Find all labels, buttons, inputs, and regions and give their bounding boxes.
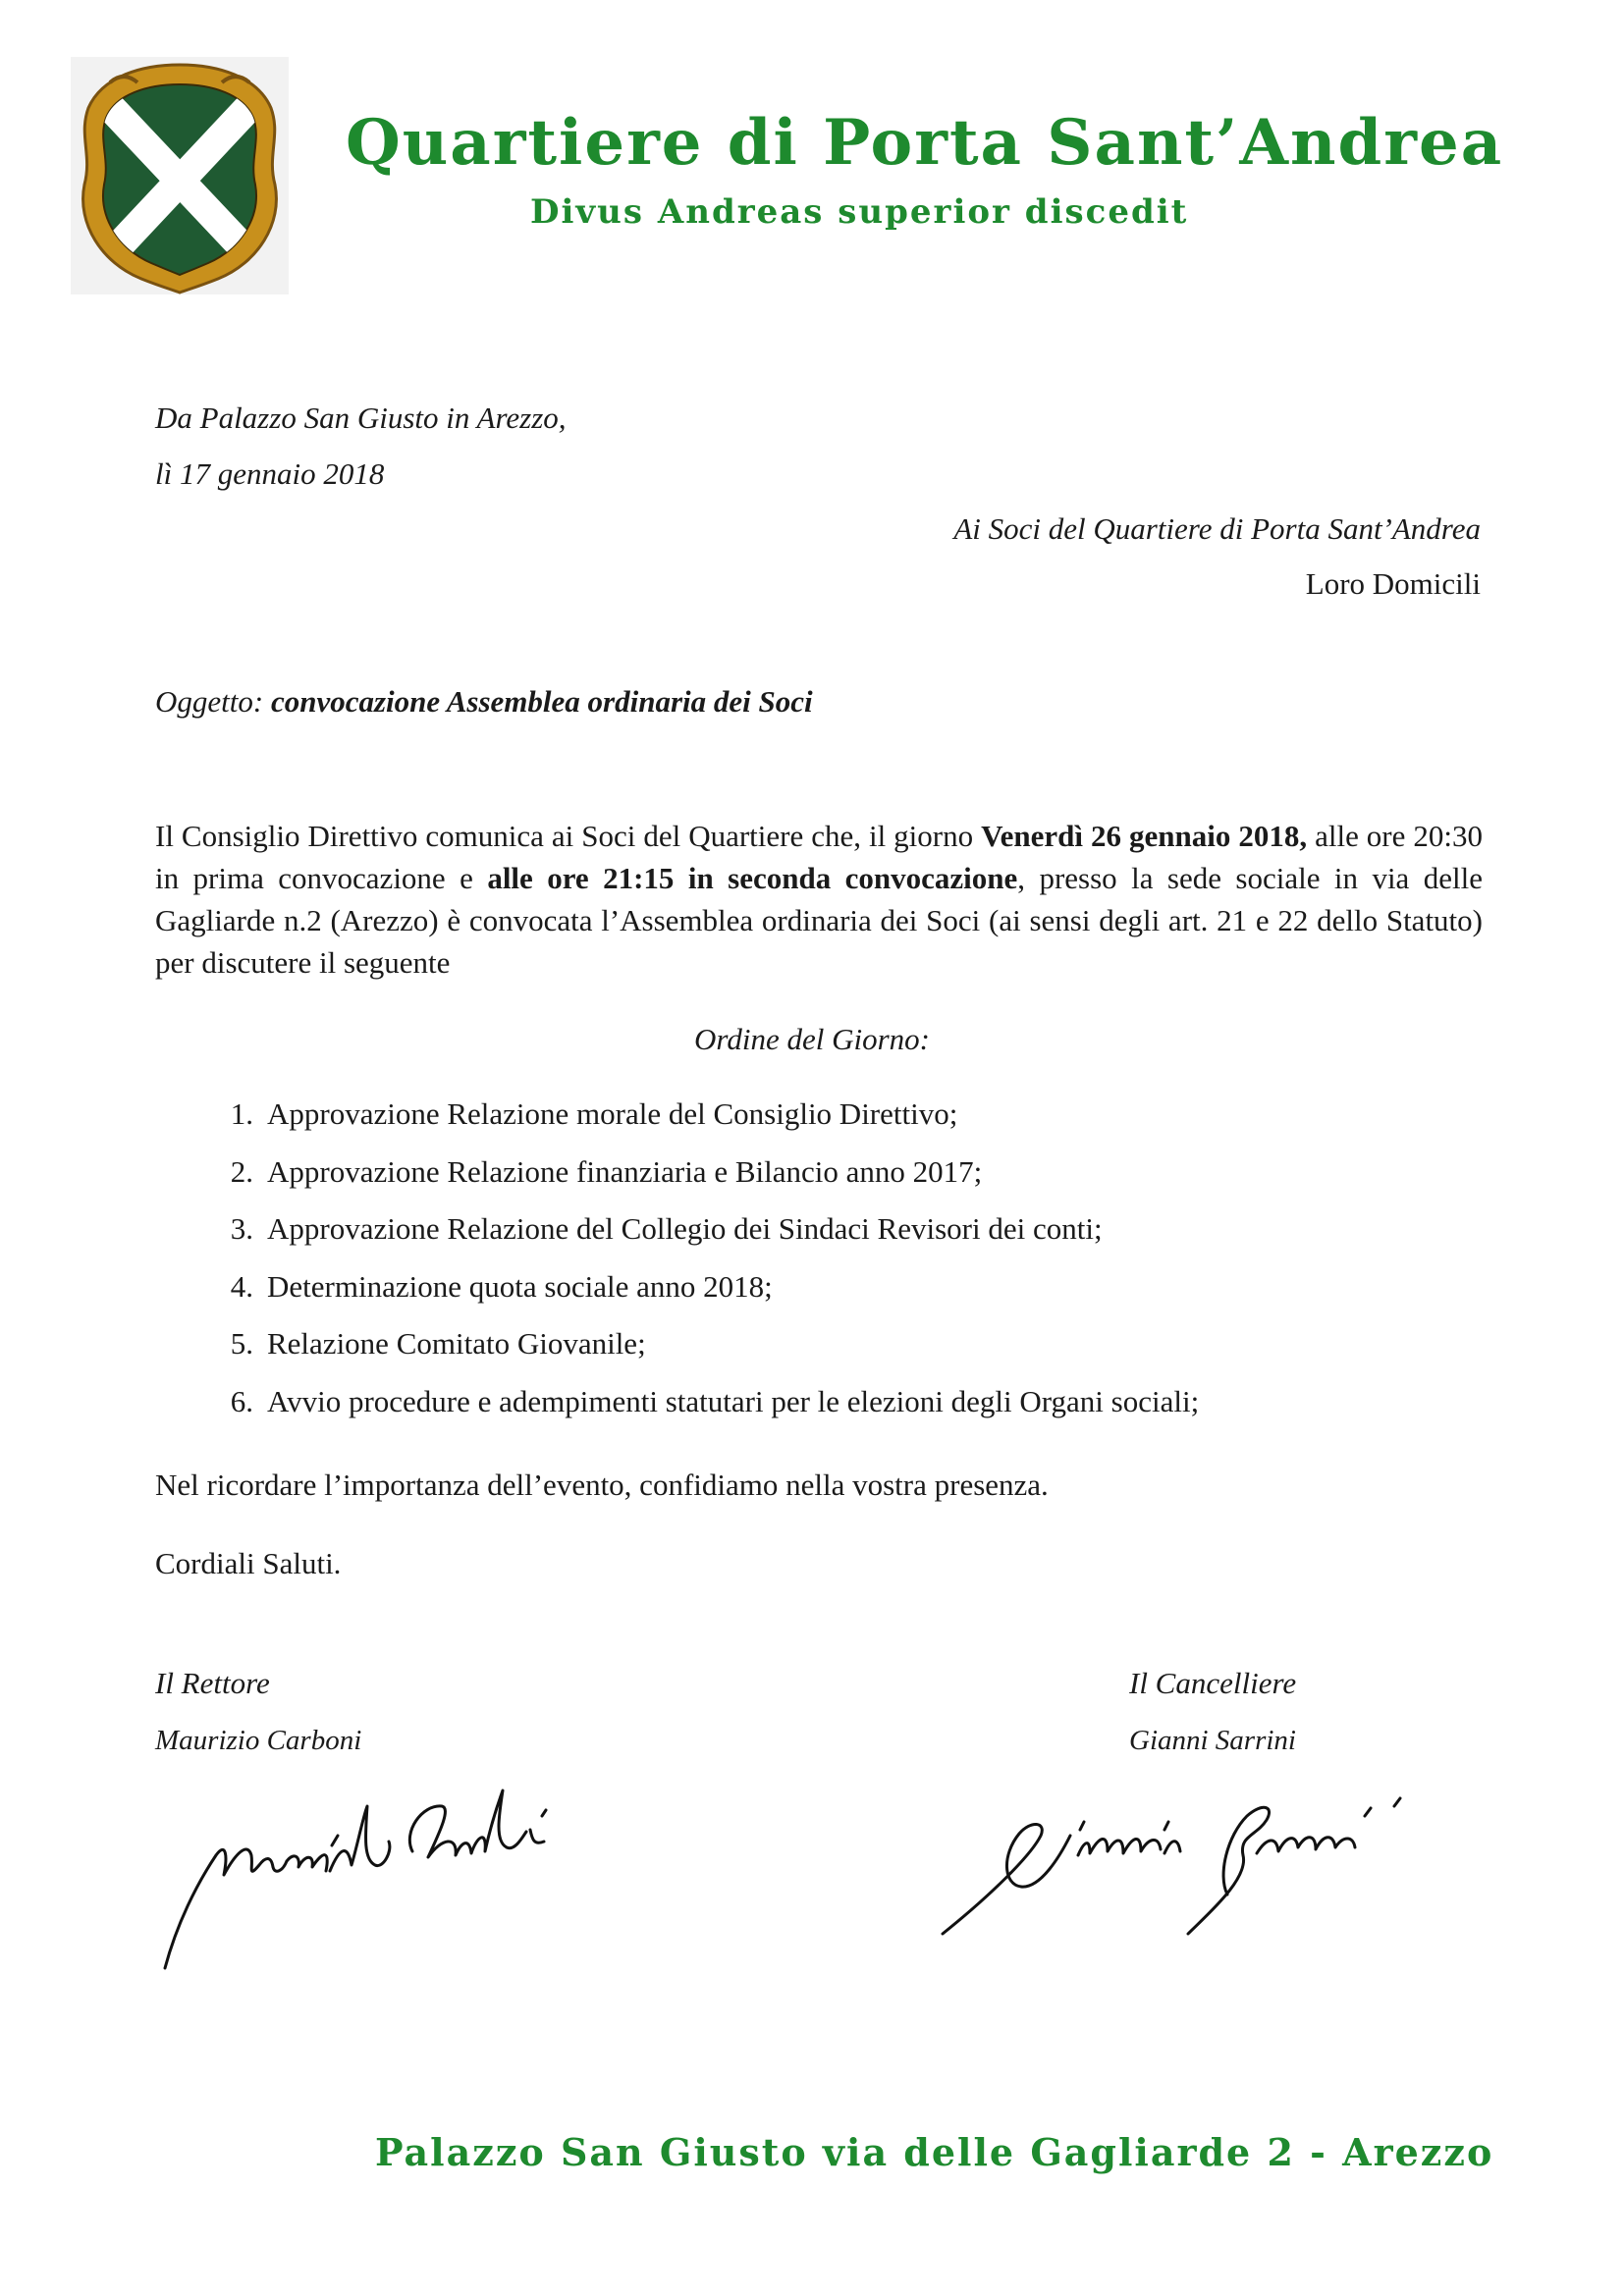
signer-left-role: Il Rettore	[155, 1666, 270, 1700]
agenda-item-text: Avvio procedure e adempimenti statutari per le elezioni degli Organi sociali;	[267, 1383, 1200, 1418]
agenda-item-number: 3.	[230, 1211, 253, 1246]
body-part-1: Il Consiglio Direttivo comunica ai Soci del Quartiere che, il giorno	[155, 819, 982, 853]
body-meeting-date: Venerdì 26 gennaio 2018,	[981, 819, 1308, 853]
agenda-item-text: Approvazione Relazione finanziaria e Bilancio anno 2017;	[267, 1153, 983, 1189]
letter-body	[155, 815, 1483, 984]
agenda-item-number: 2.	[230, 1153, 253, 1189]
letter-recipient: Ai Soci del Quartiere di Porta Sant’Andrea	[953, 511, 1481, 546]
agenda-item	[196, 1381, 1473, 1439]
agenda-item-text: Determinazione quota sociale anno 2018;	[267, 1268, 773, 1304]
body-second-call: alle ore 21:15 in seconda convocazione	[487, 861, 1018, 895]
signature-right	[933, 1777, 1424, 1963]
letter-date: lì 17 gennaio 2018	[155, 456, 385, 491]
agenda-title: Ordine del Giorno:	[694, 1022, 930, 1056]
body-part-3: , presso la sede sociale in via delle Gagliarde n.2 (Arezzo) è convocata l’Assemblea ordinaria dei Soci (ai sensi degli art. 21 e 22 dello Statuto) per discutere il seguente	[155, 861, 1483, 980]
letter-place: Da Palazzo San Giusto in Arezzo,	[155, 400, 567, 435]
letterhead-footer-address: Palazzo San Giusto via delle Gagliarde 2 - Arezzo	[375, 2130, 1494, 2174]
agenda-item	[196, 1094, 1473, 1151]
signer-left-name: Maurizio Carboni	[155, 1725, 362, 1756]
body-part-2: alle ore 20:30 in prima convocazione e	[155, 819, 1483, 895]
signer-right-name: Gianni Sarrini	[1129, 1725, 1296, 1756]
letterhead-motto: Divus Andreas superior discedit	[530, 192, 1189, 232]
agenda-item	[196, 1208, 1473, 1266]
letter-subject	[155, 681, 813, 722]
agenda-item-number: 1.	[230, 1096, 253, 1131]
quarter-crest-icon	[71, 57, 289, 294]
letter-closing: Nel ricordare l’importanza dell’evento, confidiamo nella vostra presenza.	[155, 1468, 1049, 1502]
subject-text: convocazione Assemblea ordinaria dei Soci	[270, 684, 813, 719]
agenda-item-text: Approvazione Relazione del Collegio dei Sindaci Revisori dei conti;	[267, 1211, 1103, 1246]
agenda-item	[196, 1151, 1473, 1209]
agenda-item-text: Relazione Comitato Giovanile;	[267, 1326, 646, 1361]
agenda-item-number: 5.	[230, 1326, 253, 1361]
agenda-item-number: 4.	[230, 1268, 253, 1304]
agenda-item-text: Approvazione Relazione morale del Consiglio Direttivo;	[267, 1096, 958, 1131]
signer-right-role: Il Cancelliere	[1129, 1666, 1297, 1700]
agenda-item	[196, 1266, 1473, 1324]
agenda-item	[196, 1323, 1473, 1381]
agenda-list	[196, 1094, 1473, 1438]
subject-label: Oggetto:	[155, 684, 264, 719]
agenda-item-number: 6.	[230, 1383, 253, 1418]
signature-left	[157, 1777, 589, 1973]
letter-salutation: Cordiali Saluti.	[155, 1546, 342, 1580]
letter-recipient-line2: Loro Domicili	[1305, 566, 1481, 601]
letterhead-title: Quartiere di Porta Sant’Andrea	[346, 106, 1504, 180]
